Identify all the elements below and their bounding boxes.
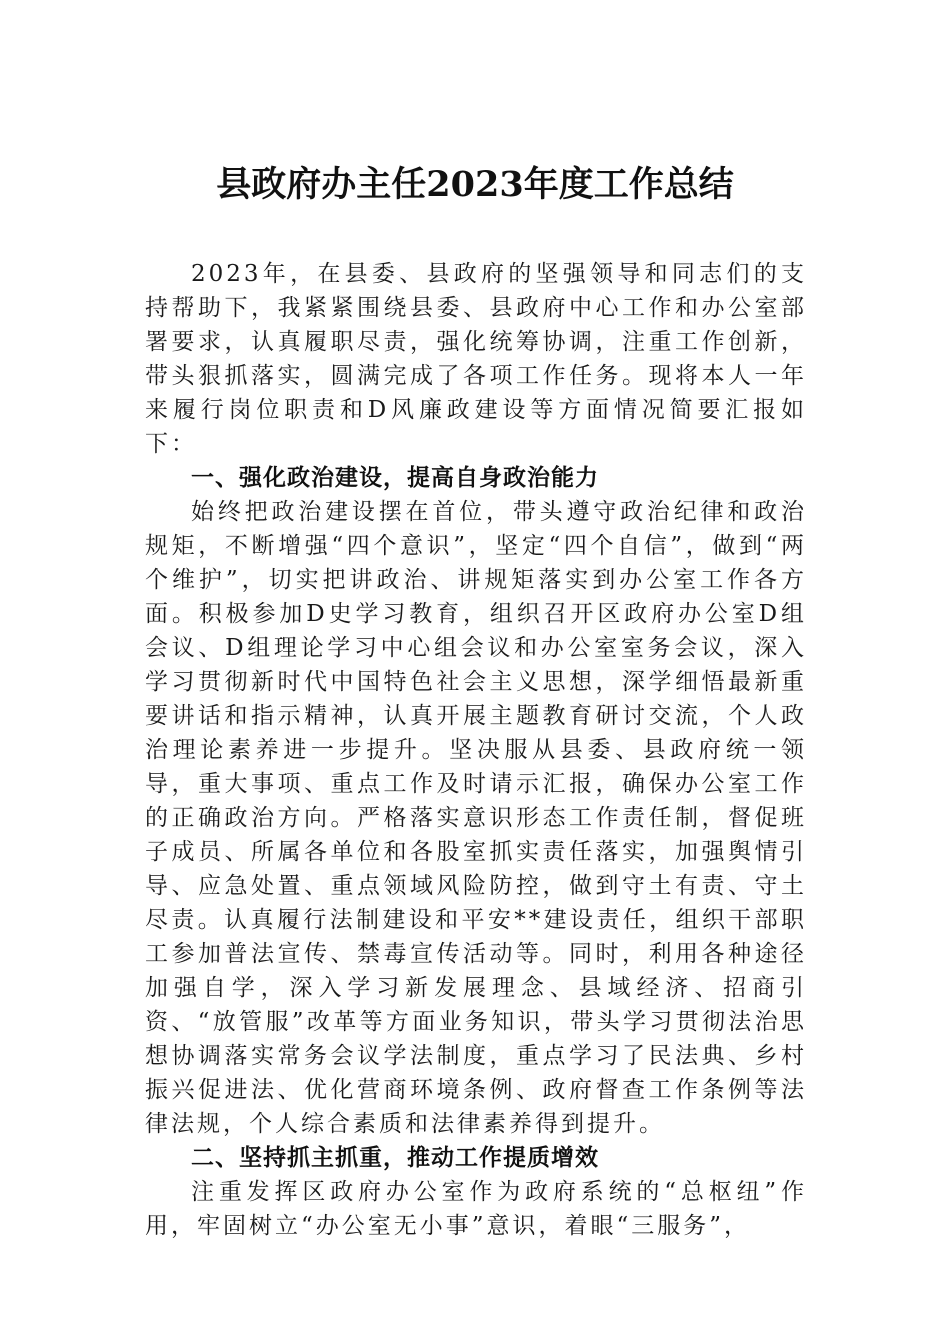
section-2-heading: 二、坚持抓主抓重，推动工作提质增效 bbox=[191, 1145, 599, 1171]
document-body bbox=[145, 257, 807, 1243]
intro-paragraph: 2023年，在县委、县政府的坚强领导和同志们的支持帮助下，我紧紧围绕县委、县政府中心工作和办公室部署要求，认真履职尽责，强化统筹协调，注重工作创新，带头狠抓落实，圆满完成了各项工作任务。现将本人一年来履行岗位职责和D风廉政建设等方面情况简要汇报如下： bbox=[145, 261, 807, 457]
section-1-heading: 一、强化政治建设，提高自身政治能力 bbox=[191, 465, 599, 491]
section-1-paragraph: 始终把政治建设摆在首位，带头遵守政治纪律和政治规矩，不断增强“四个意识”，坚定“四个自信”，做到“两个维护”，切实把讲政治、讲规矩落实到办公室工作各方面。积极参加D史学习教育，组织召开区政府办公室D组会议、D组理论学习中心组会议和办公室室务会议，深入学习贯彻新时代中国特色社会主义思想，深学细悟最新重要讲话和指示精神，认真开展主题教育研讨交流，个人政治理论素养进一步提升。坚决服从县委、县政府统一领导，重大事项、重点工作及时请示汇报，确保办公室工作的正确政治方向。严格落实意识形态工作责任制，督促班子成员、所属各单位和各股室抓实责任落实，加强舆情引导、应急处置、重点领域风险防控，做到守土有责、守土尽责。认真履行法制建设和平安**建设责任，组织干部职工参加普法宣传、禁毒宣传活动等。同时，利用各种途径加强自学，深入学习新发展理念、县域经济、招商引资、“放管服”改革等方面业务知识，带头学习贯彻法治思想协调落实常务会议学法制度，重点学习了民法典、乡村振兴促进法、优化营商环境条例、政府督查工作条例等法律法规，个人综合素质和法律素养得到提升。 bbox=[145, 499, 807, 1137]
document-title: 县政府办主任2023年度工作总结 bbox=[216, 164, 734, 205]
section-2-paragraph: 注重发挥区政府办公室作为政府系统的“总枢纽”作用，牢固树立“办公室无小事”意识，着眼“三服务”， bbox=[145, 1179, 807, 1239]
